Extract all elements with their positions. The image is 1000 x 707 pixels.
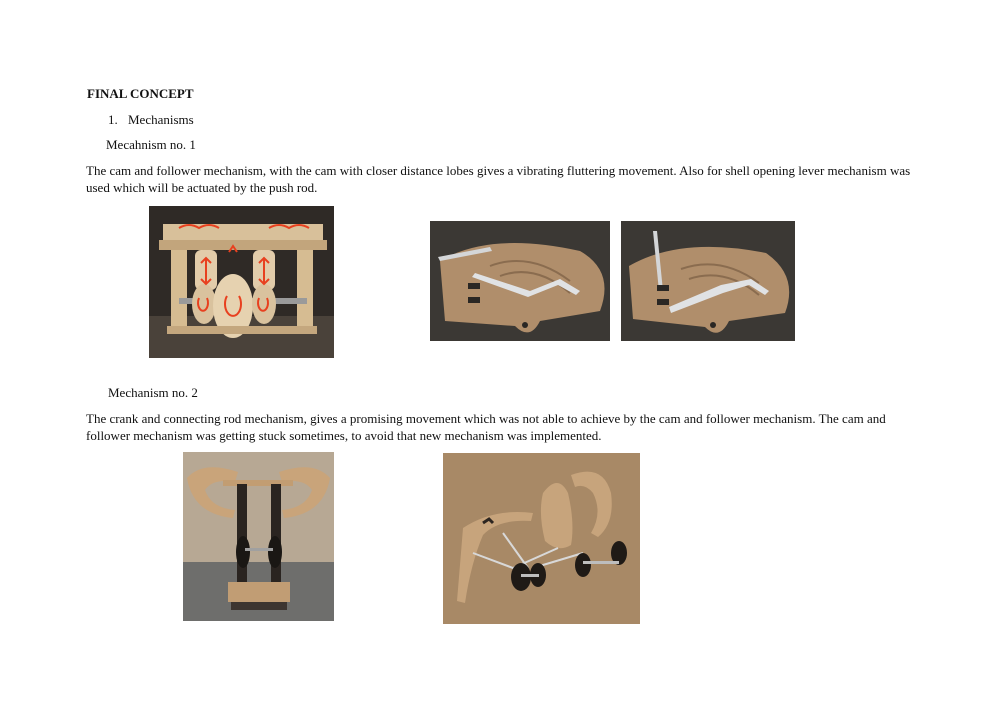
mechanism-1-heading: Mecahnism no. 1 xyxy=(106,137,196,152)
shell-lever-photo-closed xyxy=(430,221,610,341)
crank-rod-photo-top xyxy=(443,453,640,624)
list-text: Mechanisms xyxy=(128,112,194,127)
shell-lever-photo-open xyxy=(621,221,795,341)
list-item-mechanisms xyxy=(108,112,194,128)
section-title: FINAL CONCEPT xyxy=(87,86,194,101)
mechanism-2-heading: Mechanism no. 2 xyxy=(108,385,198,400)
mechanism-1-description: The cam and follower mechanism, with the cam with closer distance lobes gives a vibrating fluttering movement. Also for shell opening lever mechanism was used which will be actuated by the push rod. xyxy=(86,163,911,195)
cam-follower-photo xyxy=(149,206,334,358)
mechanism-2-description: The crank and connecting rod mechanism, gives a promising movement which was not able to achieve by the cam and follower mechanism. The cam and follower mechanism was getting stuck sometimes, to avoid that new mechanism was implemented. xyxy=(86,411,886,443)
list-number: 1. xyxy=(108,112,118,127)
crank-rod-photo-front xyxy=(183,452,334,621)
